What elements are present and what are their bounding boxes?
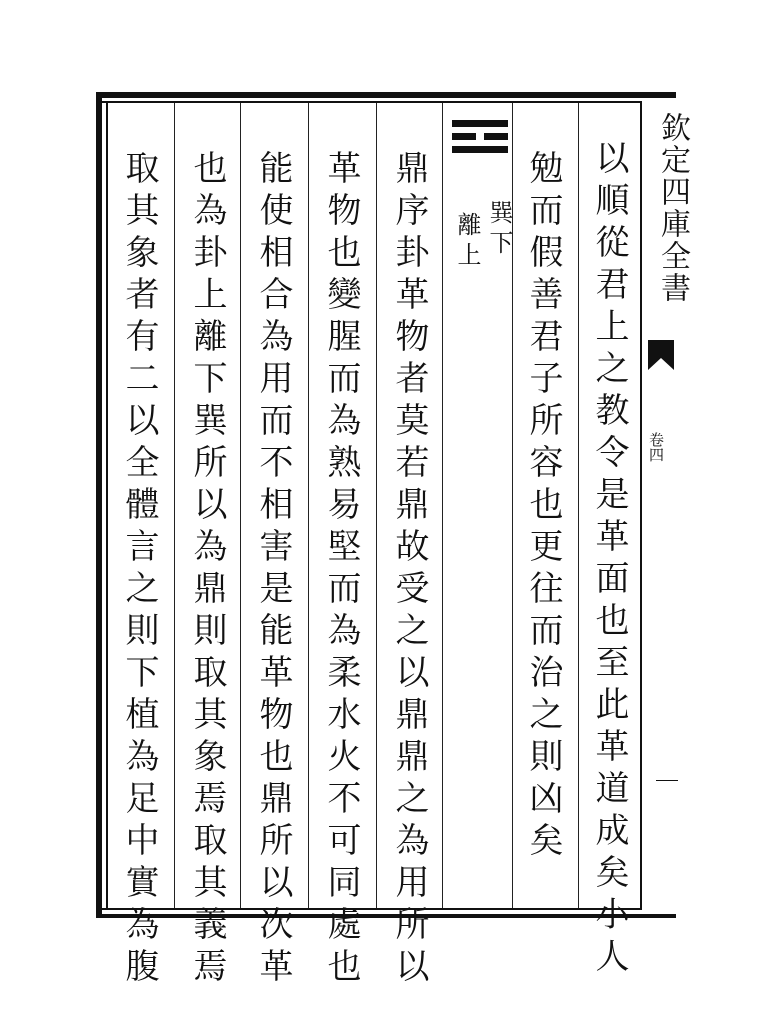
column-divider [240, 103, 241, 908]
upper-trigram-label: 離上 [453, 212, 481, 272]
volume-label: 卷四 [647, 432, 665, 462]
frame-right-border [640, 101, 642, 910]
text-column-4: 革物也變腥而為熟易堅而為柔水火不可同處也 [321, 150, 361, 990]
column-divider [376, 103, 377, 908]
frame-left-inner-border [106, 101, 108, 910]
column-divider [578, 103, 579, 908]
frame-top-inner-border [96, 101, 641, 103]
text-column-1: 以順從君上之教令是革面也至此革道成矣小人 [589, 140, 629, 980]
column-divider [174, 103, 175, 908]
ding-hexagram-icon [452, 120, 508, 159]
column-divider [308, 103, 309, 908]
column-divider [442, 103, 443, 908]
frame-bottom-inner-border [96, 908, 641, 910]
fish-tail-mark-icon [648, 340, 674, 370]
text-column-7: 取其象者有二以全體言之則下植為足中實為腹 [119, 150, 159, 990]
book-title: 欽定四庫全書 [655, 112, 690, 304]
text-column-6: 也為卦上離下巽所以為鼎則取其象焉取其義焉 [187, 150, 227, 990]
margin-rule [656, 780, 678, 781]
text-column-3: 鼎序卦革物者莫若鼎故受之以鼎鼎之為用所以 [389, 150, 429, 990]
frame-top-border [96, 92, 676, 98]
lower-trigram-label: 巽下 [485, 200, 513, 260]
frame-left-border [96, 92, 102, 918]
text-column-2: 勉而假善君子所容也更往而治之則凶矣 [523, 150, 563, 864]
text-column-5: 能使相合為用而不相害是能革物也鼎所以次革 [253, 150, 293, 990]
